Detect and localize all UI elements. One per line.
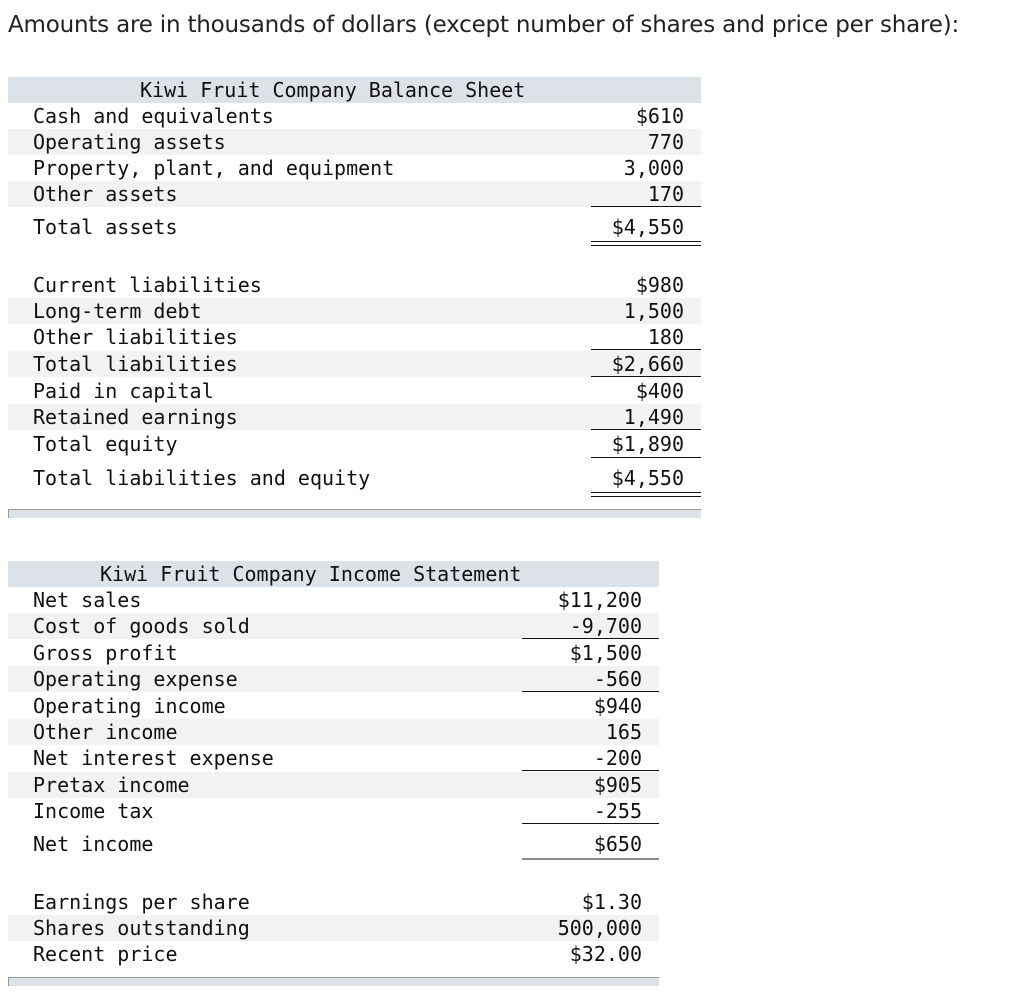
row-value: -200: [593, 746, 642, 770]
row-value: $4,550: [611, 215, 684, 239]
row-label: Net income: [33, 832, 154, 856]
table-row: [8, 351, 701, 377]
intro-text: Amounts are in thousands of dollars (except number of shares and price per share):: [8, 12, 960, 38]
table-row: [8, 378, 701, 404]
subtotal-rule: [591, 429, 701, 430]
row-value: $940: [593, 694, 642, 718]
table-row: [8, 404, 701, 430]
row-label: Operating assets: [33, 130, 226, 154]
table-row: [8, 889, 659, 915]
subtotal-rule: [591, 457, 701, 458]
row-value: $400: [635, 379, 684, 403]
row-label: Current liabilities: [33, 273, 262, 297]
table-row: [8, 941, 659, 967]
row-label: Long-term debt: [33, 299, 202, 323]
row-value: $980: [635, 273, 684, 297]
total-double-rule: [591, 241, 701, 246]
row-label: Recent price: [33, 942, 178, 966]
table-row: [8, 214, 701, 240]
row-label: Total equity: [33, 432, 178, 456]
row-label: Net sales: [33, 588, 142, 612]
row-value: $1.30: [581, 890, 642, 914]
table-row: [8, 831, 659, 857]
table-row: [8, 587, 659, 613]
row-label: Pretax income: [33, 773, 190, 797]
row-value: $4,550: [611, 466, 684, 490]
row-label: Shares outstanding: [33, 916, 250, 940]
row-label: Retained earnings: [33, 405, 238, 429]
table-row: [8, 915, 659, 941]
table-row: [8, 181, 701, 207]
table-row: [8, 272, 701, 298]
table-row: [8, 465, 701, 491]
row-label: Operating income: [33, 694, 226, 718]
row-value: 3,000: [623, 156, 684, 180]
table-row: [8, 719, 659, 745]
row-value: 1,500: [623, 299, 684, 323]
subtotal-rule: [522, 823, 659, 824]
table-row: [8, 324, 701, 350]
row-value: $1,500: [569, 641, 642, 665]
row-value: $610: [635, 104, 684, 128]
row-label: Cash and equivalents: [33, 104, 274, 128]
income-statement-title: Kiwi Fruit Company Income Statement: [100, 562, 522, 586]
table-row: [8, 431, 701, 457]
row-label: Other assets: [33, 182, 178, 206]
row-value: 500,000: [557, 916, 642, 940]
income-statement-footer-bar: [8, 977, 659, 986]
row-value: 170: [647, 182, 684, 206]
row-label: Cost of goods sold: [33, 614, 250, 638]
row-value: $11,200: [557, 588, 642, 612]
table-row: [8, 798, 659, 824]
table-row: [8, 103, 701, 129]
row-label: Other income: [33, 720, 178, 744]
row-value: 165: [605, 720, 642, 744]
table-row: [8, 298, 701, 324]
row-label: Other liabilities: [33, 325, 238, 349]
table-row: [8, 666, 659, 692]
row-label: Earnings per share: [33, 890, 250, 914]
row-value: 180: [647, 325, 684, 349]
balance-sheet-footer-bar: [8, 509, 701, 518]
row-value: -560: [593, 667, 642, 691]
row-label: Operating expense: [33, 667, 238, 691]
row-value: -255: [593, 799, 642, 823]
subtotal-rule: [591, 206, 701, 207]
row-value: $650: [593, 832, 642, 856]
subtotal-rule: [522, 770, 659, 771]
row-value: 770: [647, 130, 684, 154]
row-label: Total liabilities and equity: [33, 466, 371, 490]
balance-sheet-title: Kiwi Fruit Company Balance Sheet: [140, 78, 526, 102]
row-label: Income tax: [33, 799, 154, 823]
row-label: Gross profit: [33, 641, 178, 665]
table-row: [8, 640, 659, 666]
row-value: -9,700: [569, 614, 642, 638]
table-row: [8, 772, 659, 798]
row-value: $905: [593, 773, 642, 797]
row-value: $32.00: [569, 942, 642, 966]
subtotal-rule: [591, 376, 701, 377]
subtotal-rule: [522, 691, 659, 692]
row-label: Total assets: [33, 215, 178, 239]
row-label: Paid in capital: [33, 379, 214, 403]
table-row: [8, 745, 659, 771]
row-value: $2,660: [611, 352, 684, 376]
table-row: [8, 693, 659, 719]
net-income-rule: [522, 858, 659, 860]
row-label: Net interest expense: [33, 746, 274, 770]
table-row: [8, 155, 701, 181]
total-double-rule: [591, 492, 701, 497]
table-row: [8, 613, 659, 639]
row-value: $1,890: [611, 432, 684, 456]
table-row: [8, 129, 701, 155]
subtotal-rule: [522, 638, 659, 639]
row-label: Total liabilities: [33, 352, 238, 376]
row-label: Property, plant, and equipment: [33, 156, 395, 180]
subtotal-rule: [591, 349, 701, 350]
row-value: 1,490: [623, 405, 684, 429]
